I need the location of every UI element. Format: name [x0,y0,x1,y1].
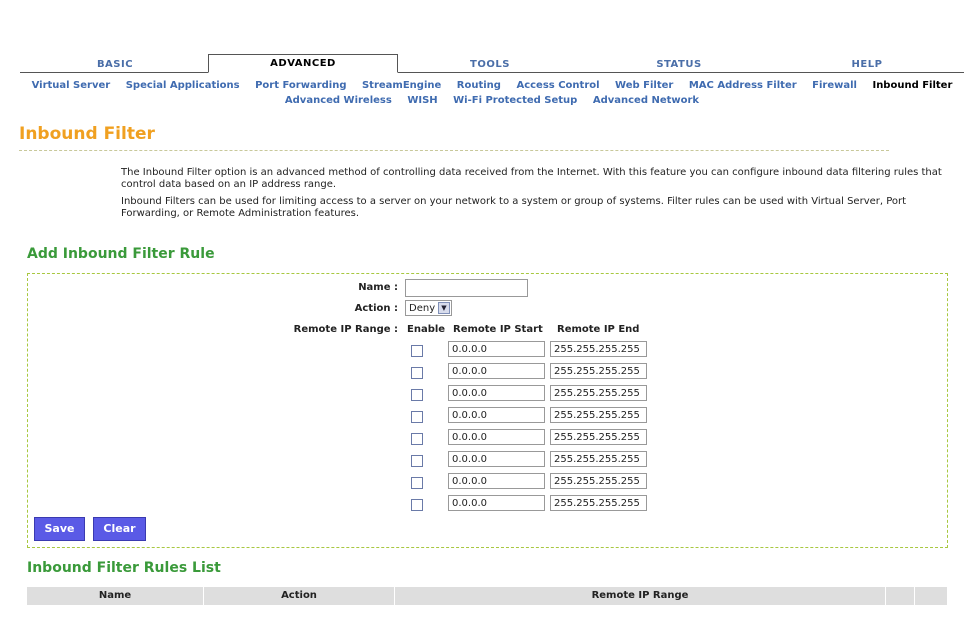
save-button[interactable]: Save [34,517,85,541]
subnav-row-1 [20,80,964,91]
ip-range-row [28,451,947,469]
enable-checkbox[interactable] [411,389,423,401]
remote-ip-end-input[interactable]: 255.255.255.255 [550,385,647,401]
action-label: Action : [354,303,398,314]
subnav-port-forwarding[interactable]: Port Forwarding [255,80,347,91]
subnav-row-2 [20,95,964,106]
remote-ip-end-input[interactable]: 255.255.255.255 [550,363,647,379]
remote-ip-start-input[interactable]: 0.0.0.0 [448,341,545,357]
subnav-special-applications[interactable]: Special Applications [125,80,240,91]
tab-status[interactable]: STATUS [656,59,702,70]
name-input[interactable] [405,279,528,297]
remote-ip-end-input[interactable]: 255.255.255.255 [550,341,647,357]
rules-list-heading: Inbound Filter Rules List [27,560,221,576]
ip-range-row [28,473,947,491]
remote-ip-end-input[interactable]: 255.255.255.255 [550,429,647,445]
ip-range-row [28,385,947,403]
remote-ip-start-input[interactable]: 0.0.0.0 [448,495,545,511]
subnav-web-filter[interactable]: Web Filter [615,80,674,91]
ip-range-row [28,495,947,513]
clear-button[interactable]: Clear [93,517,146,541]
enable-checkbox[interactable] [411,411,423,423]
subnav-wish[interactable]: WISH [407,95,438,106]
remote-ip-range-label: Remote IP Range : [293,324,398,335]
subnav-routing[interactable]: Routing [456,80,501,91]
column-edit [886,587,915,605]
add-rule-form [27,273,948,548]
action-select-value: Deny [409,303,436,314]
tab-basic[interactable]: BASIC [96,59,134,70]
enable-column-header: Enable [407,324,446,335]
remote-ip-start-input[interactable]: 0.0.0.0 [448,429,545,445]
main-tabs [20,57,964,72]
chevron-down-icon[interactable]: ▼ [438,302,450,314]
ip-range-row [28,341,947,359]
ip-range-row [28,429,947,447]
page-title: Inbound Filter [19,124,155,144]
intro-paragraph-2: Inbound Filters can be used for limiting access to a server on your network to a system or group of systems. Filter rules can be used with Virtual Server, Port Forwarding, or Remote Administration features. [121,196,907,219]
ip-range-row [28,407,947,425]
subnav-access-control[interactable]: Access Control [516,80,600,91]
subnav-firewall[interactable]: Firewall [812,80,857,91]
remote-ip-end-input[interactable]: 255.255.255.255 [550,495,647,511]
tab-advanced[interactable]: ADVANCED [208,54,398,73]
remote-ip-start-input[interactable]: 0.0.0.0 [448,473,545,489]
subnav-advanced-wireless[interactable]: Advanced Wireless [284,95,392,106]
subnav-wifi-protected-setup[interactable]: Wi-Fi Protected Setup [453,95,578,106]
ip-range-row [28,363,947,381]
enable-checkbox[interactable] [411,433,423,445]
subnav-mac-address-filter[interactable]: MAC Address Filter [688,80,797,91]
column-action: Action [204,587,395,605]
enable-checkbox[interactable] [411,455,423,467]
action-select[interactable] [405,300,452,316]
tab-tools[interactable]: TOOLS [470,59,510,70]
remote-ip-start-input[interactable]: 0.0.0.0 [448,385,545,401]
tab-divider [20,72,964,73]
remote-ip-start-header: Remote IP Start [453,324,543,335]
remote-ip-start-input[interactable]: 0.0.0.0 [448,451,545,467]
subnav-inbound-filter[interactable]: Inbound Filter [872,80,953,91]
intro-paragraph-1: The Inbound Filter option is an advanced method of controlling data received from the Internet. With this feature you can configure inbound data filtering rules that control data based on an IP address range. [121,167,942,190]
remote-ip-end-header: Remote IP End [557,324,640,335]
enable-checkbox[interactable] [411,499,423,511]
remote-ip-end-input[interactable]: 255.255.255.255 [550,473,647,489]
title-divider [19,150,889,151]
remote-ip-end-input[interactable]: 255.255.255.255 [550,451,647,467]
remote-ip-start-input[interactable]: 0.0.0.0 [448,407,545,423]
rules-list-header [27,587,947,605]
subnav-streamengine[interactable]: StreamEngine [361,80,442,91]
subnav-advanced-network[interactable]: Advanced Network [592,95,700,106]
remote-ip-end-input[interactable]: 255.255.255.255 [550,407,647,423]
enable-checkbox[interactable] [411,477,423,489]
remote-ip-start-input[interactable]: 0.0.0.0 [448,363,545,379]
name-label: Name : [358,282,398,293]
enable-checkbox[interactable] [411,367,423,379]
enable-checkbox[interactable] [411,345,423,357]
column-delete [915,587,947,605]
column-name: Name [27,587,204,605]
add-rule-heading: Add Inbound Filter Rule [27,246,215,262]
column-remote-ip-range: Remote IP Range [395,587,886,605]
tab-help[interactable]: HELP [851,59,883,70]
subnav-virtual-server[interactable]: Virtual Server [31,80,111,91]
